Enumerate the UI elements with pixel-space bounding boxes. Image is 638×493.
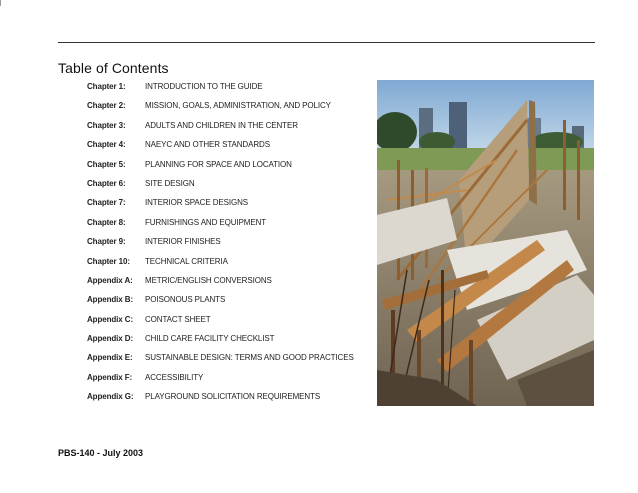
construction-photo bbox=[377, 80, 594, 406]
toc-entry[interactable] bbox=[87, 121, 377, 140]
toc-title: PLANNING FOR SPACE AND LOCATION bbox=[145, 159, 292, 169]
toc-entry[interactable] bbox=[87, 140, 377, 159]
toc-entry[interactable] bbox=[87, 257, 377, 276]
toc-entry[interactable] bbox=[87, 237, 377, 256]
toc-entry[interactable] bbox=[87, 198, 377, 217]
toc-label: Appendix G: bbox=[87, 392, 134, 402]
toc-title: NAEYC AND OTHER STANDARDS bbox=[145, 140, 270, 150]
toc-title: INTRODUCTION TO THE GUIDE bbox=[145, 82, 263, 91]
toc-entry[interactable] bbox=[87, 392, 377, 411]
toc-label: Chapter 1: bbox=[87, 82, 126, 91]
toc-entry[interactable] bbox=[87, 218, 377, 237]
toc-title: SUSTAINABLE DESIGN: TERMS AND GOOD PRACTICES bbox=[145, 353, 354, 363]
toc-entry[interactable] bbox=[87, 315, 377, 334]
toc-entry[interactable] bbox=[87, 373, 377, 392]
toc-title: INTERIOR SPACE DESIGNS bbox=[145, 198, 249, 208]
toc-label: Chapter 3: bbox=[87, 120, 126, 130]
toc-entry[interactable] bbox=[87, 276, 377, 295]
toc-list bbox=[87, 82, 377, 412]
toc-entry[interactable] bbox=[87, 160, 377, 179]
toc-entry[interactable] bbox=[87, 334, 377, 353]
toc-entry[interactable] bbox=[87, 82, 377, 101]
toc-label: Chapter 2: bbox=[87, 101, 126, 111]
toc-title: CHILD CARE FACILITY CHECKLIST bbox=[145, 334, 275, 344]
toc-label: Appendix D: bbox=[87, 334, 134, 344]
toc-title: POISONOUS PLANTS bbox=[145, 295, 226, 305]
toc-label: Appendix C: bbox=[87, 314, 134, 324]
toc-entry[interactable] bbox=[87, 179, 377, 198]
toc-title: PLAYGROUND SOLICITATION REQUIREMENTS bbox=[145, 392, 321, 402]
footer-document-id: PBS-140 - July 2003 bbox=[58, 448, 144, 458]
toc-title: MISSION, GOALS, ADMINISTRATION, AND POLICY bbox=[145, 101, 331, 111]
toc-entry[interactable] bbox=[87, 295, 377, 314]
toc-label: Chapter 4: bbox=[87, 140, 126, 150]
toc-title: ADULTS AND CHILDREN IN THE CENTER bbox=[145, 120, 298, 130]
toc-label: Appendix E: bbox=[87, 353, 133, 363]
toc-title: FURNISHINGS AND EQUIPMENT bbox=[145, 217, 267, 227]
toc-label: Chapter 9: bbox=[87, 237, 126, 247]
page-title: Table of Contents bbox=[58, 60, 169, 76]
toc-label: Appendix F: bbox=[87, 372, 133, 382]
toc-label: Chapter 5: bbox=[87, 159, 126, 169]
header-rule bbox=[58, 42, 595, 43]
toc-label: Chapter 6: bbox=[87, 178, 126, 188]
toc-entry[interactable] bbox=[87, 101, 377, 120]
toc-title: CONTACT SHEET bbox=[145, 314, 211, 324]
toc-label: Chapter 7: bbox=[87, 198, 126, 208]
toc-label: Appendix A: bbox=[87, 275, 133, 285]
toc-title: METRIC/ENGLISH CONVERSIONS bbox=[145, 275, 272, 285]
toc-label: Appendix B: bbox=[87, 295, 134, 305]
corner-crop-mark bbox=[0, 0, 4, 6]
toc-label: Chapter 10: bbox=[87, 256, 130, 266]
toc-title: ACCESSIBILITY bbox=[145, 372, 204, 382]
toc-title: SITE DESIGN bbox=[145, 178, 195, 188]
toc-title: TECHNICAL CRITERIA bbox=[145, 256, 228, 266]
toc-label: Chapter 8: bbox=[87, 217, 126, 227]
toc-entry[interactable] bbox=[87, 353, 377, 372]
toc-title: INTERIOR FINISHES bbox=[145, 237, 221, 247]
